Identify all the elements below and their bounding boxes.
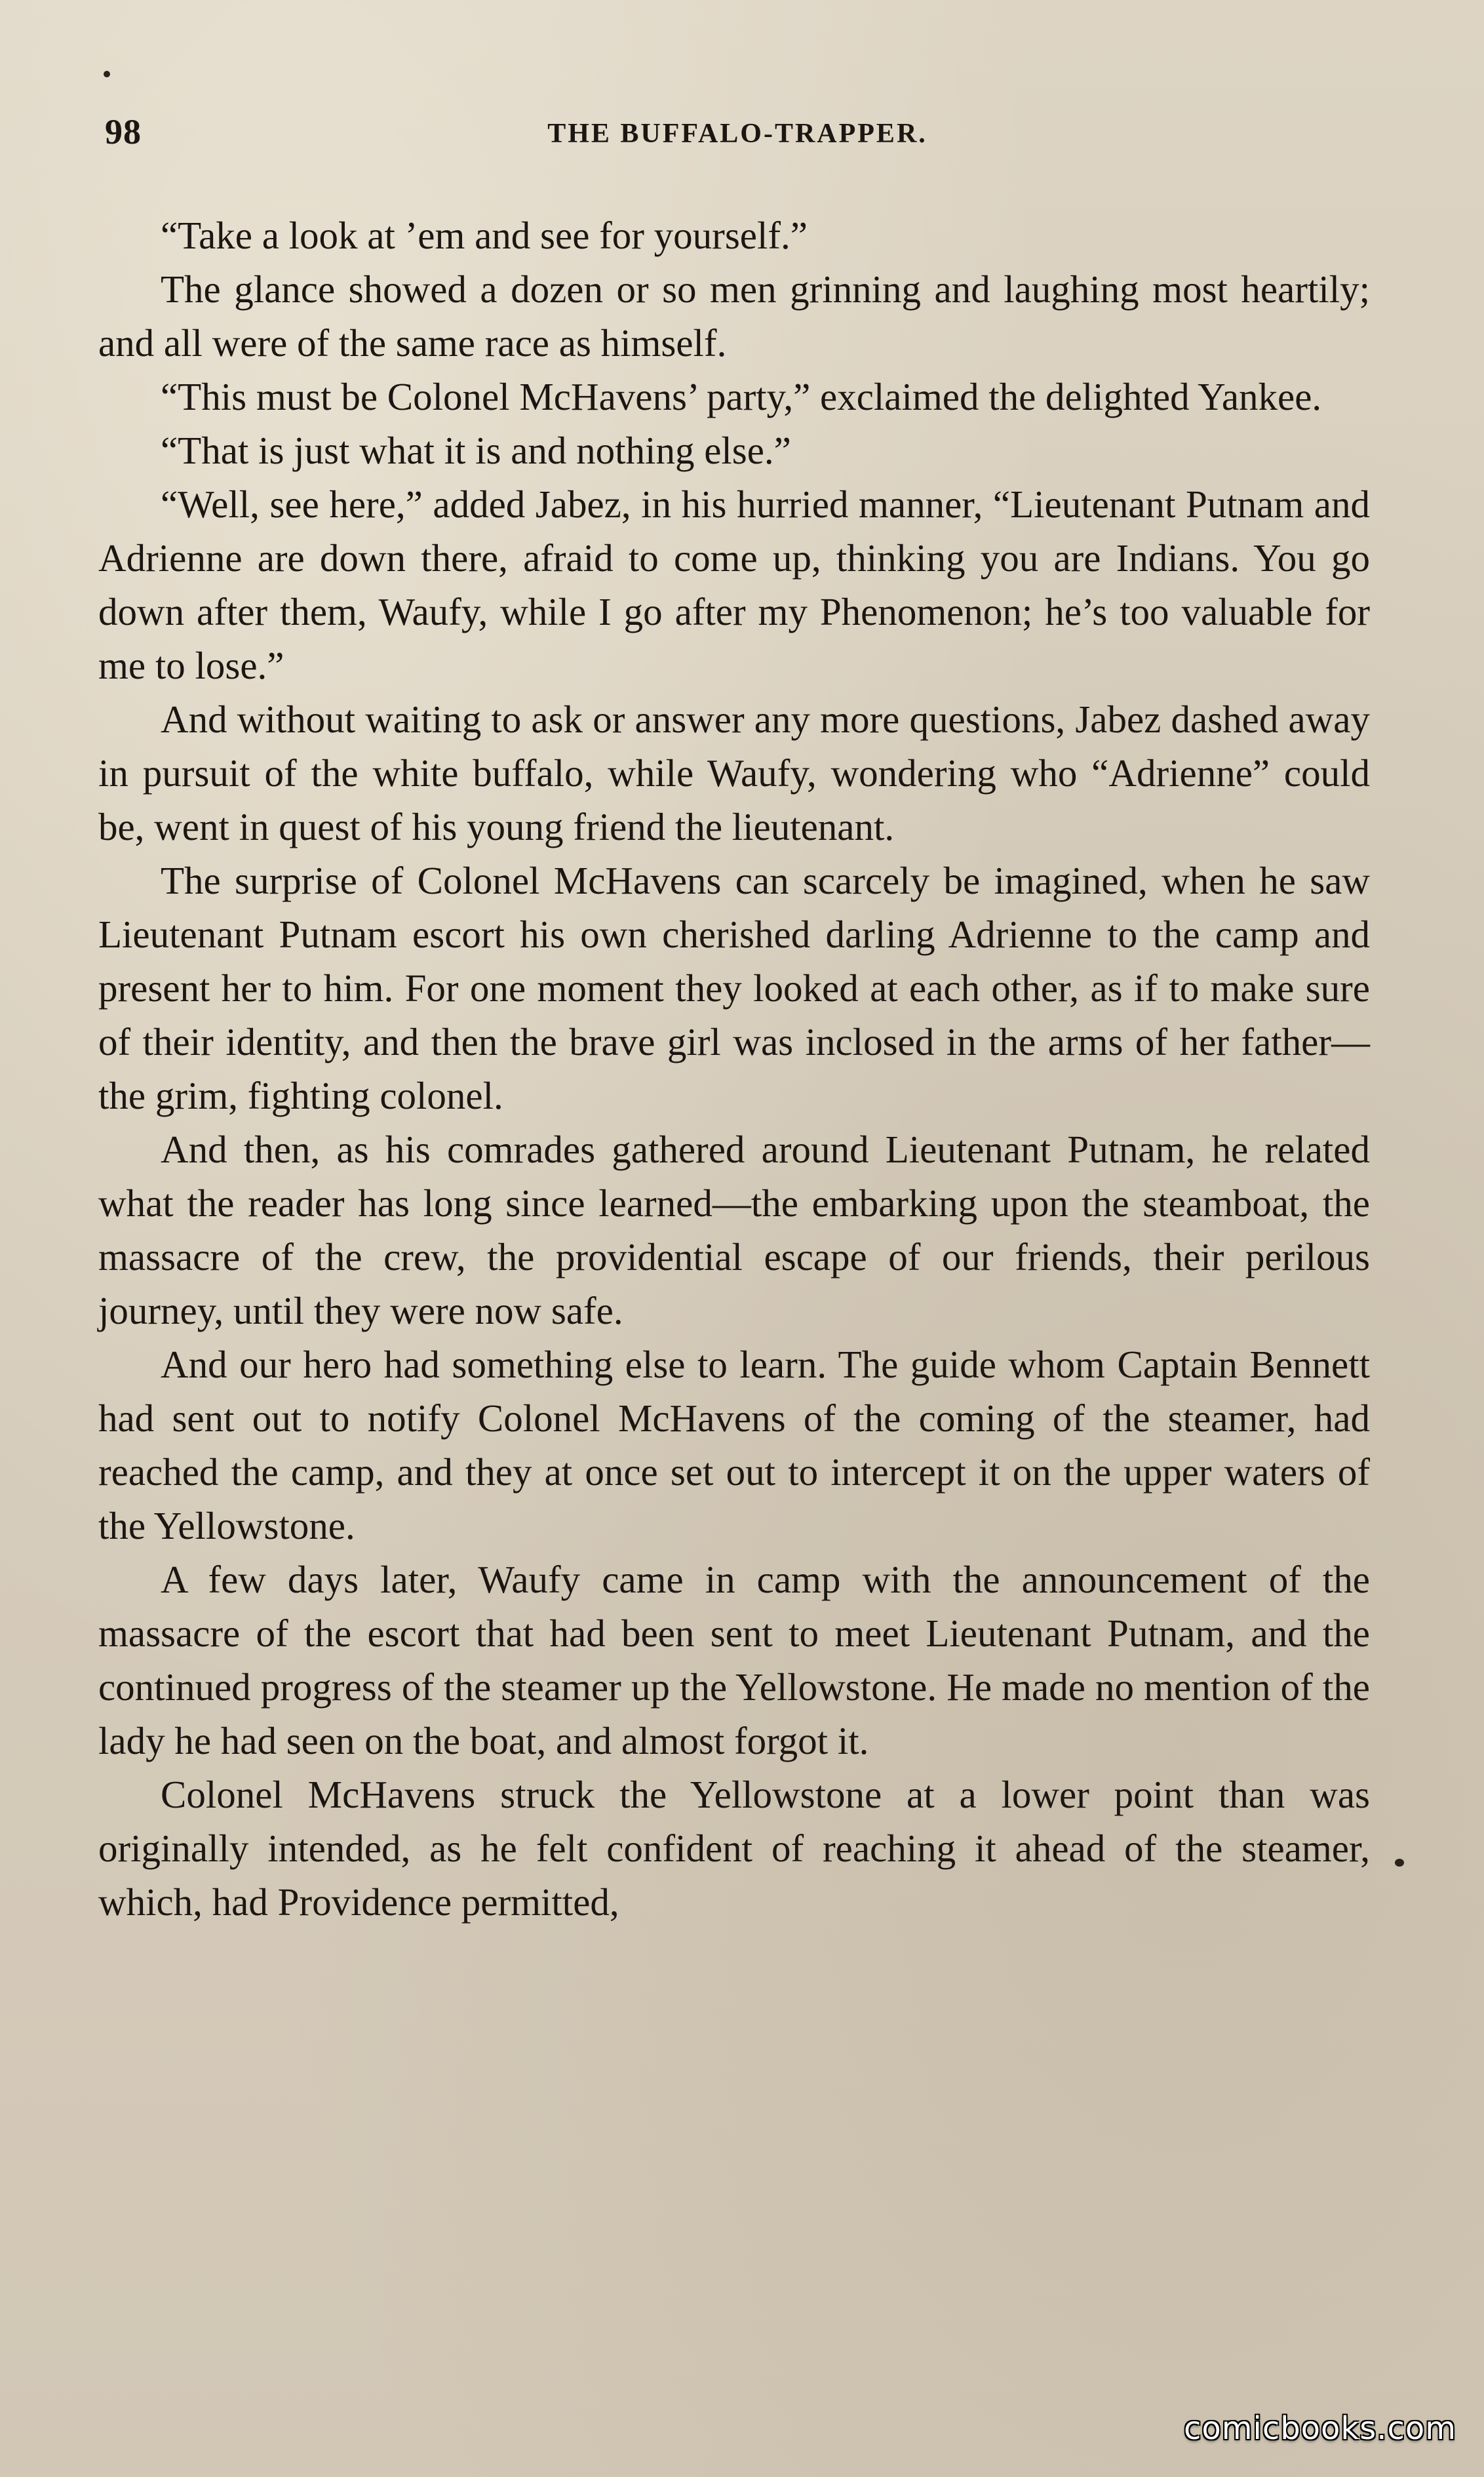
paragraph: And without waiting to ask or answer any more questions, Jabez dashed away in pursuit of the white buffalo, while Waufy, wondering who “Adrienne” could be, went in quest of his young friend the lieutenant. [98,698,1370,848]
page-header [105,111,1370,164]
paragraph: The surprise of Colonel McHavens can scarcely be imagined, when he saw Lieutenant Putnam escort his own cherished darling Adrienne to the camp and present her to him. For one moment they looked at each other, as if to make sure of their identity, and then the brave girl was inclosed in the arms of her father—the grim, fighting colonel. [98,859,1370,1117]
paragraph: “That is just what it is and nothing else.” [161,429,791,472]
paragraph: And our hero had something else to learn. The guide whom Captain Bennett had sent out to notify Colonel McHavens of the coming of the steamer, had reached the camp, and they at once set out to intercept it on the upper waters of the Yellowstone. [98,1343,1370,1547]
paragraph: “Well, see here,” added Jabez, in his hurried manner, “Lieutenant Putnam and Adrienne are down there, afraid to come up, thinking you are Indians. You go down after them, Waufy, while I go after my Phenomenon; he’s too valuable for me to lose.” [98,483,1370,687]
watermark: comicbooks.com [1183,2410,1456,2447]
running-head: THE BUFFALO-TRAPPER. [547,119,928,149]
paragraph: “This must be Colonel McHavens’ party,” exclaimed the delighted Yankee. [161,375,1322,418]
paragraph: And then, as his comrades gathered around Lieutenant Putnam, he related what the reader has long since learned—the embarking upon the steamboat, the massacre of the crew, the providential escape of our friends, their perilous journey, until they were now safe. [98,1128,1370,1332]
paragraph: “Take a look at ’em and see for yourself.” [161,214,808,257]
ink-speck [104,71,110,77]
paragraph: A few days later, Waufy came in camp with the announcement of the massacre of the escort that had been sent to meet Lieutenant Putnam, and the continued progress of the steamer up the Yellowstone. He made no mention of the lady he had seen on the boat, and almost forgot it. [98,1558,1370,1762]
body-text [98,208,1370,1929]
paragraph: Colonel McHavens struck the Yellowstone at a lower point than was originally intended, as he felt confident of reaching it ahead of the steamer, which, had Providence permitted, [98,1773,1370,1924]
page-number: 98 [105,112,142,151]
ink-speck [1395,1859,1404,1867]
paragraph: The glance showed a dozen or so men grinning and laughing most heartily; and all were of the same race as himself. [98,268,1370,365]
